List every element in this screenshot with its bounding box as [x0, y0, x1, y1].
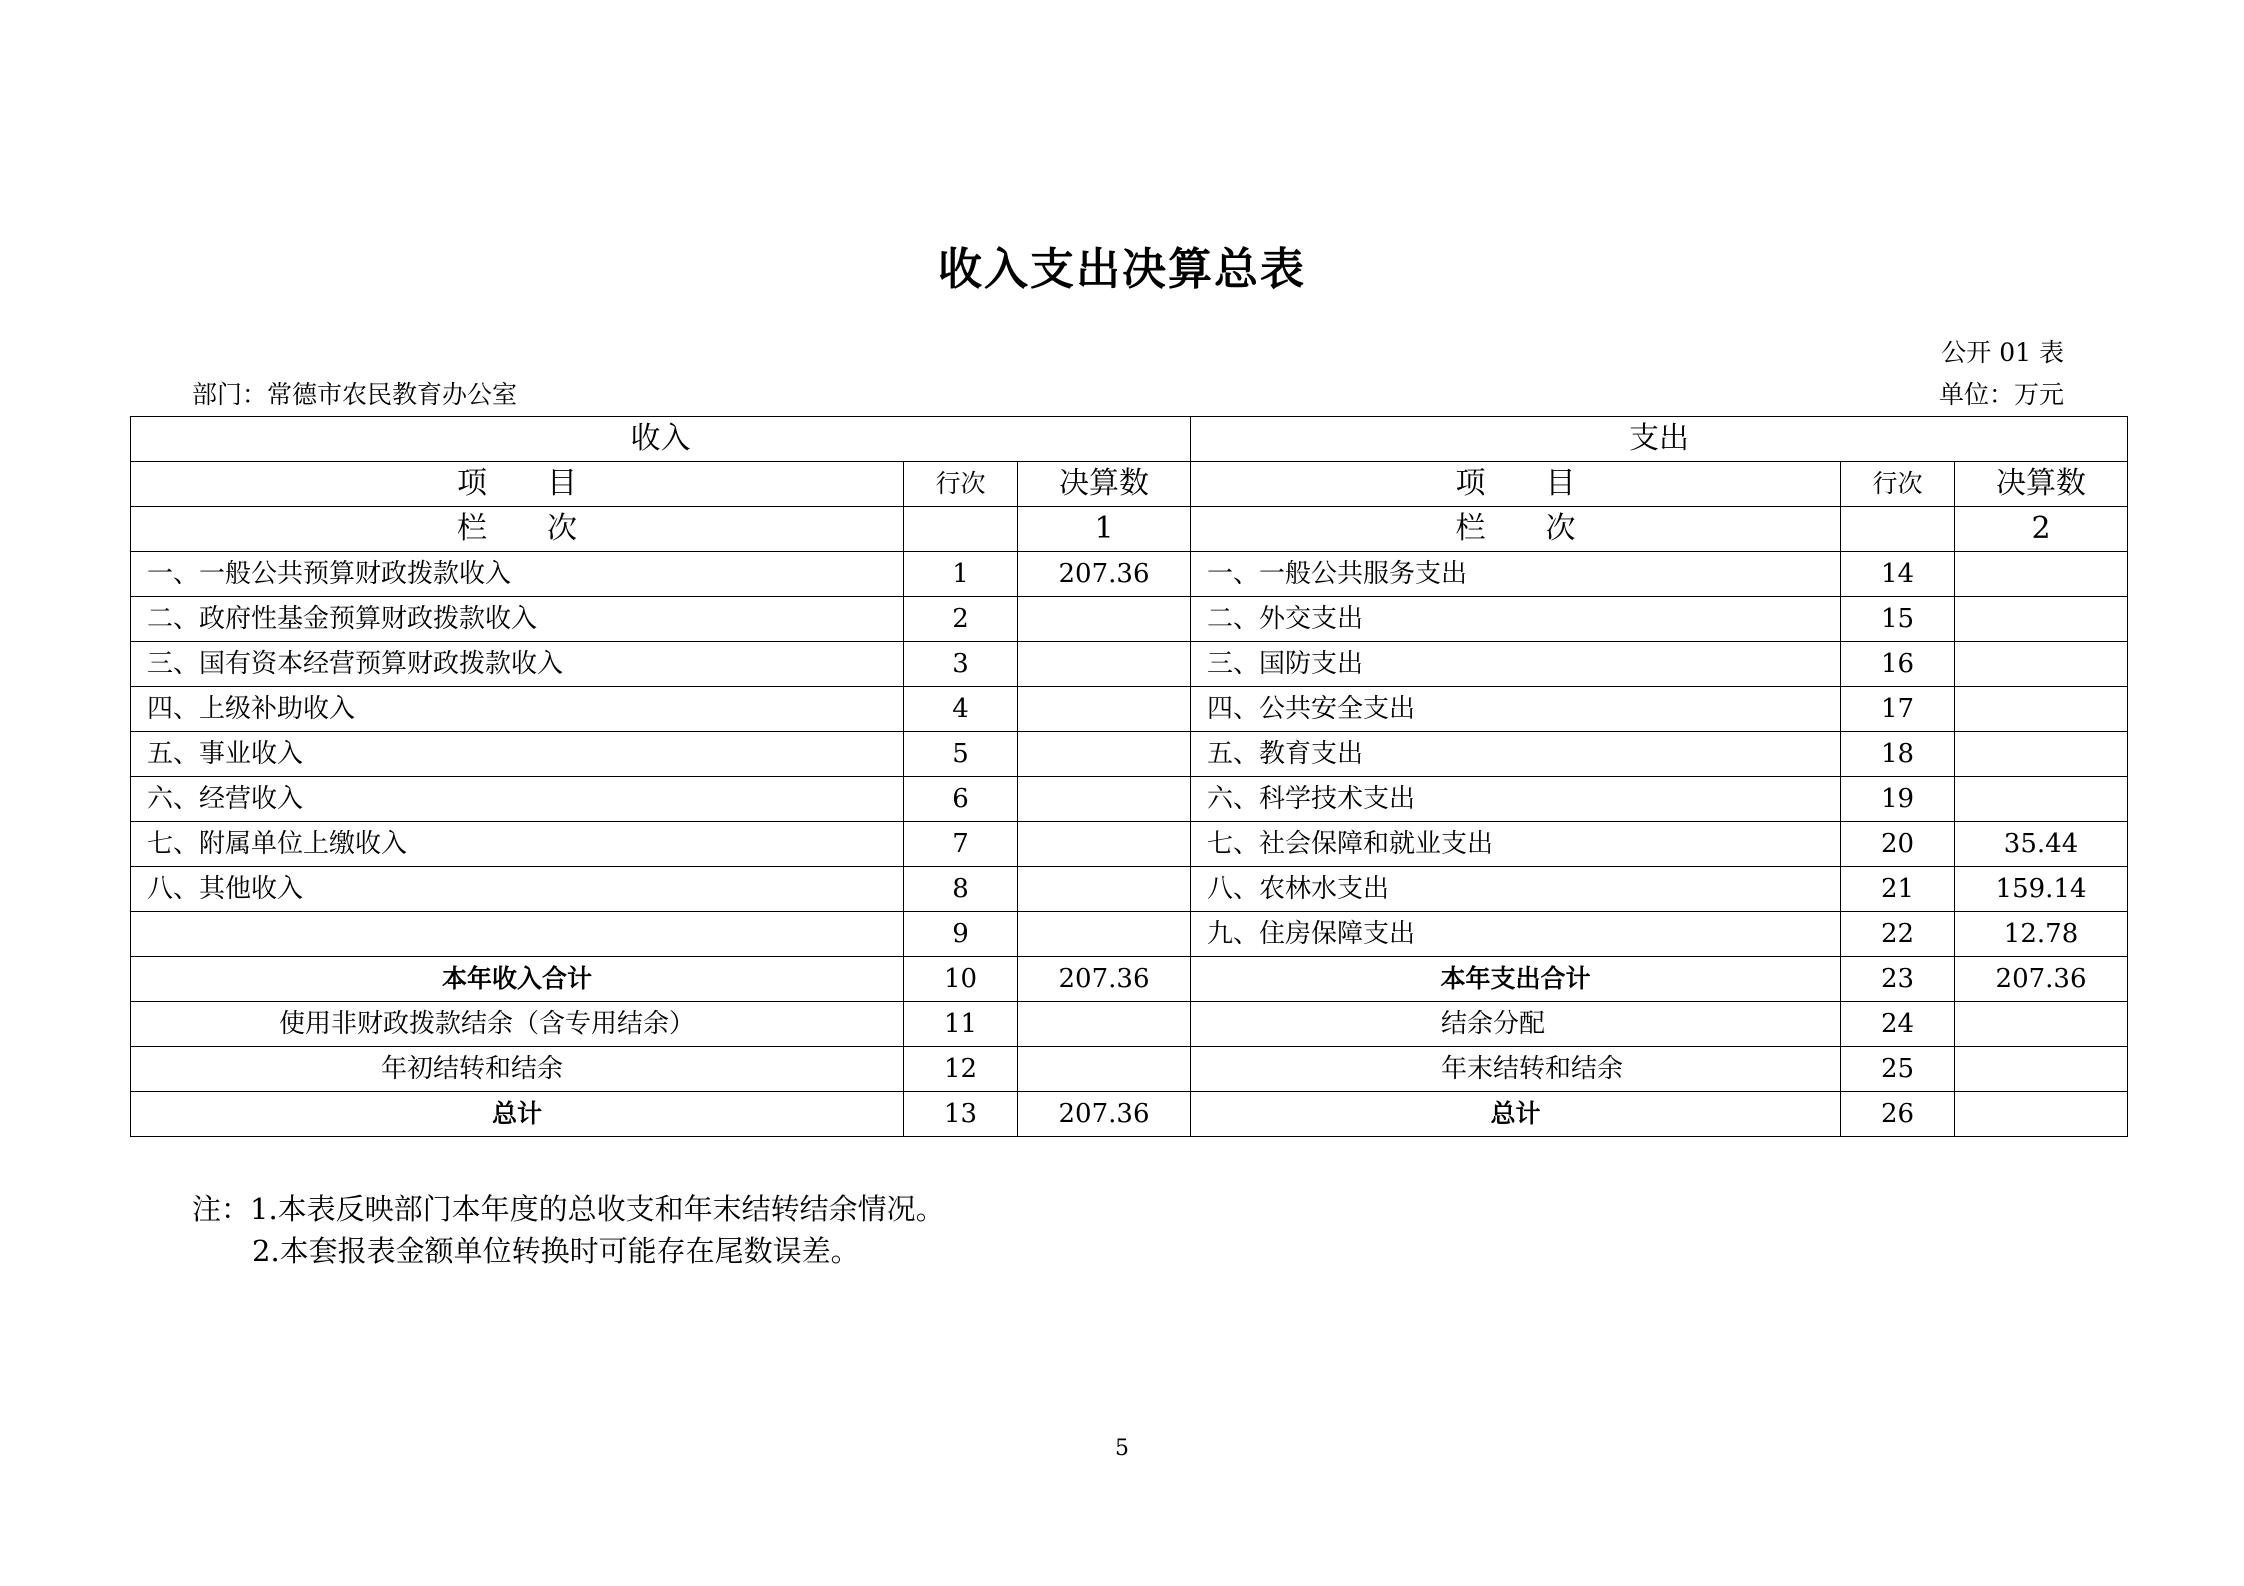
expense-column-row-blank — [1841, 507, 1955, 552]
table-row — [131, 1002, 2128, 1047]
income-amount — [1018, 732, 1191, 777]
expense-amount — [1955, 642, 2128, 687]
income-item: 三、国有资本经营预算财政拨款收入 — [131, 642, 904, 687]
expense-amount — [1955, 777, 2128, 822]
income-column-label: 栏 次 — [131, 507, 904, 552]
income-row-number: 3 — [904, 642, 1018, 687]
expense-allocation-row-number: 24 — [1841, 1002, 1955, 1047]
income-row-number: 9 — [904, 912, 1018, 957]
income-carryover-row-number: 12 — [904, 1047, 1018, 1092]
expense-column-number: 2 — [1955, 507, 2128, 552]
income-row-number: 5 — [904, 732, 1018, 777]
income-nonfiscal-amount — [1018, 1002, 1191, 1047]
income-carryover-label: 年初结转和结余 — [131, 1047, 904, 1092]
expense-row-header: 行次 — [1841, 462, 1955, 507]
expense-section-header: 支出 — [1191, 417, 2128, 462]
income-amount — [1018, 867, 1191, 912]
column-header-row — [131, 462, 2128, 507]
expense-item: 七、社会保障和就业支出 — [1191, 822, 1841, 867]
expense-column-label: 栏 次 — [1191, 507, 1841, 552]
expense-amount: 12.78 — [1955, 912, 2128, 957]
income-subtotal-amount: 207.36 — [1018, 957, 1191, 1002]
income-row-number: 8 — [904, 867, 1018, 912]
income-amount: 207.36 — [1018, 552, 1191, 597]
table-row — [131, 912, 2128, 957]
expense-row-number: 18 — [1841, 732, 1955, 777]
expense-allocation-amount — [1955, 1002, 2128, 1047]
income-total-amount: 207.36 — [1018, 1092, 1191, 1137]
income-item: 六、经营收入 — [131, 777, 904, 822]
subtotal-row — [131, 957, 2128, 1002]
income-item: 七、附属单位上缴收入 — [131, 822, 904, 867]
income-total-label: 总计 — [131, 1092, 904, 1137]
page-title: 收入支出决算总表 — [938, 244, 1306, 295]
expense-total-amount — [1955, 1092, 2128, 1137]
expense-amount: 159.14 — [1955, 867, 2128, 912]
expense-item: 三、国防支出 — [1191, 642, 1841, 687]
expense-carryover-label: 年末结转和结余 — [1191, 1047, 1841, 1092]
unit-label: 单位：万元 — [1938, 380, 2064, 409]
expense-row-number: 19 — [1841, 777, 1955, 822]
income-amount — [1018, 687, 1191, 732]
notes — [192, 1188, 945, 1272]
income-item: 四、上级补助收入 — [131, 687, 904, 732]
expense-row-number: 22 — [1841, 912, 1955, 957]
form-number: 公开 01 表 — [1941, 338, 2064, 367]
income-item-header: 项 目 — [131, 462, 904, 507]
income-item: 一、一般公共预算财政拨款收入 — [131, 552, 904, 597]
expense-amount: 35.44 — [1955, 822, 2128, 867]
expense-subtotal-amount: 207.36 — [1955, 957, 2128, 1002]
column-number-row — [131, 507, 2128, 552]
income-row-number: 6 — [904, 777, 1018, 822]
expense-item: 一、一般公共服务支出 — [1191, 552, 1841, 597]
expense-subtotal-label: 本年支出合计 — [1191, 957, 1841, 1002]
note-line-1: 注：1.本表反映部门本年度的总收支和年末结转结余情况。 — [192, 1192, 945, 1226]
section-header-row — [131, 417, 2128, 462]
expense-subtotal-row-number: 23 — [1841, 957, 1955, 1002]
expense-row-number: 14 — [1841, 552, 1955, 597]
expense-amount — [1955, 597, 2128, 642]
expense-row-number: 15 — [1841, 597, 1955, 642]
table-row — [131, 642, 2128, 687]
income-row-number: 4 — [904, 687, 1018, 732]
expense-total-label: 总计 — [1191, 1092, 1841, 1137]
table-row — [131, 687, 2128, 732]
income-row-number: 1 — [904, 552, 1018, 597]
income-nonfiscal-row-number: 11 — [904, 1002, 1018, 1047]
income-nonfiscal-label: 使用非财政拨款结余（含专用结余） — [131, 1002, 904, 1047]
table-row — [131, 552, 2128, 597]
table-row — [131, 732, 2128, 777]
income-carryover-amount — [1018, 1047, 1191, 1092]
expense-row-number: 20 — [1841, 822, 1955, 867]
income-amount-header: 决算数 — [1018, 462, 1191, 507]
income-row-header: 行次 — [904, 462, 1018, 507]
income-subtotal-label: 本年收入合计 — [131, 957, 904, 1002]
note-line-2: 2.本套报表金额单位转换时可能存在尾数误差。 — [252, 1234, 860, 1268]
expense-item: 六、科学技术支出 — [1191, 777, 1841, 822]
expense-amount — [1955, 552, 2128, 597]
table-row — [131, 597, 2128, 642]
income-amount — [1018, 777, 1191, 822]
expense-total-row-number: 26 — [1841, 1092, 1955, 1137]
table-row — [131, 777, 2128, 822]
income-amount — [1018, 822, 1191, 867]
income-subtotal-row-number: 10 — [904, 957, 1018, 1002]
expense-allocation-label: 结余分配 — [1191, 1002, 1841, 1047]
expense-item: 五、教育支出 — [1191, 732, 1841, 777]
income-amount — [1018, 642, 1191, 687]
income-section-header: 收入 — [131, 417, 1191, 462]
budget-summary-table — [130, 416, 2128, 1137]
income-row-number: 7 — [904, 822, 1018, 867]
expense-item: 九、住房保障支出 — [1191, 912, 1841, 957]
expense-carryover-row-number: 25 — [1841, 1047, 1955, 1092]
income-column-row-blank — [904, 507, 1018, 552]
income-item: 二、政府性基金预算财政拨款收入 — [131, 597, 904, 642]
expense-item-header: 项 目 — [1191, 462, 1841, 507]
income-amount — [1018, 597, 1191, 642]
income-column-number: 1 — [1018, 507, 1191, 552]
expense-item: 二、外交支出 — [1191, 597, 1841, 642]
page-number: 5 — [1115, 1436, 1129, 1461]
table-row — [131, 822, 2128, 867]
expense-item: 八、农林水支出 — [1191, 867, 1841, 912]
total-row — [131, 1092, 2128, 1137]
income-item — [131, 912, 904, 957]
expense-row-number: 16 — [1841, 642, 1955, 687]
expense-amount — [1955, 687, 2128, 732]
income-total-row-number: 13 — [904, 1092, 1018, 1137]
income-item: 五、事业收入 — [131, 732, 904, 777]
income-item: 八、其他收入 — [131, 867, 904, 912]
expense-row-number: 21 — [1841, 867, 1955, 912]
expense-item: 四、公共安全支出 — [1191, 687, 1841, 732]
expense-amount — [1955, 732, 2128, 777]
table-row — [131, 867, 2128, 912]
expense-amount-header: 决算数 — [1955, 462, 2128, 507]
expense-carryover-amount — [1955, 1047, 2128, 1092]
department-label: 部门：常德市农民教育办公室 — [192, 380, 518, 409]
table-row — [131, 1047, 2128, 1092]
income-amount — [1018, 912, 1191, 957]
income-row-number: 2 — [904, 597, 1018, 642]
expense-row-number: 17 — [1841, 687, 1955, 732]
